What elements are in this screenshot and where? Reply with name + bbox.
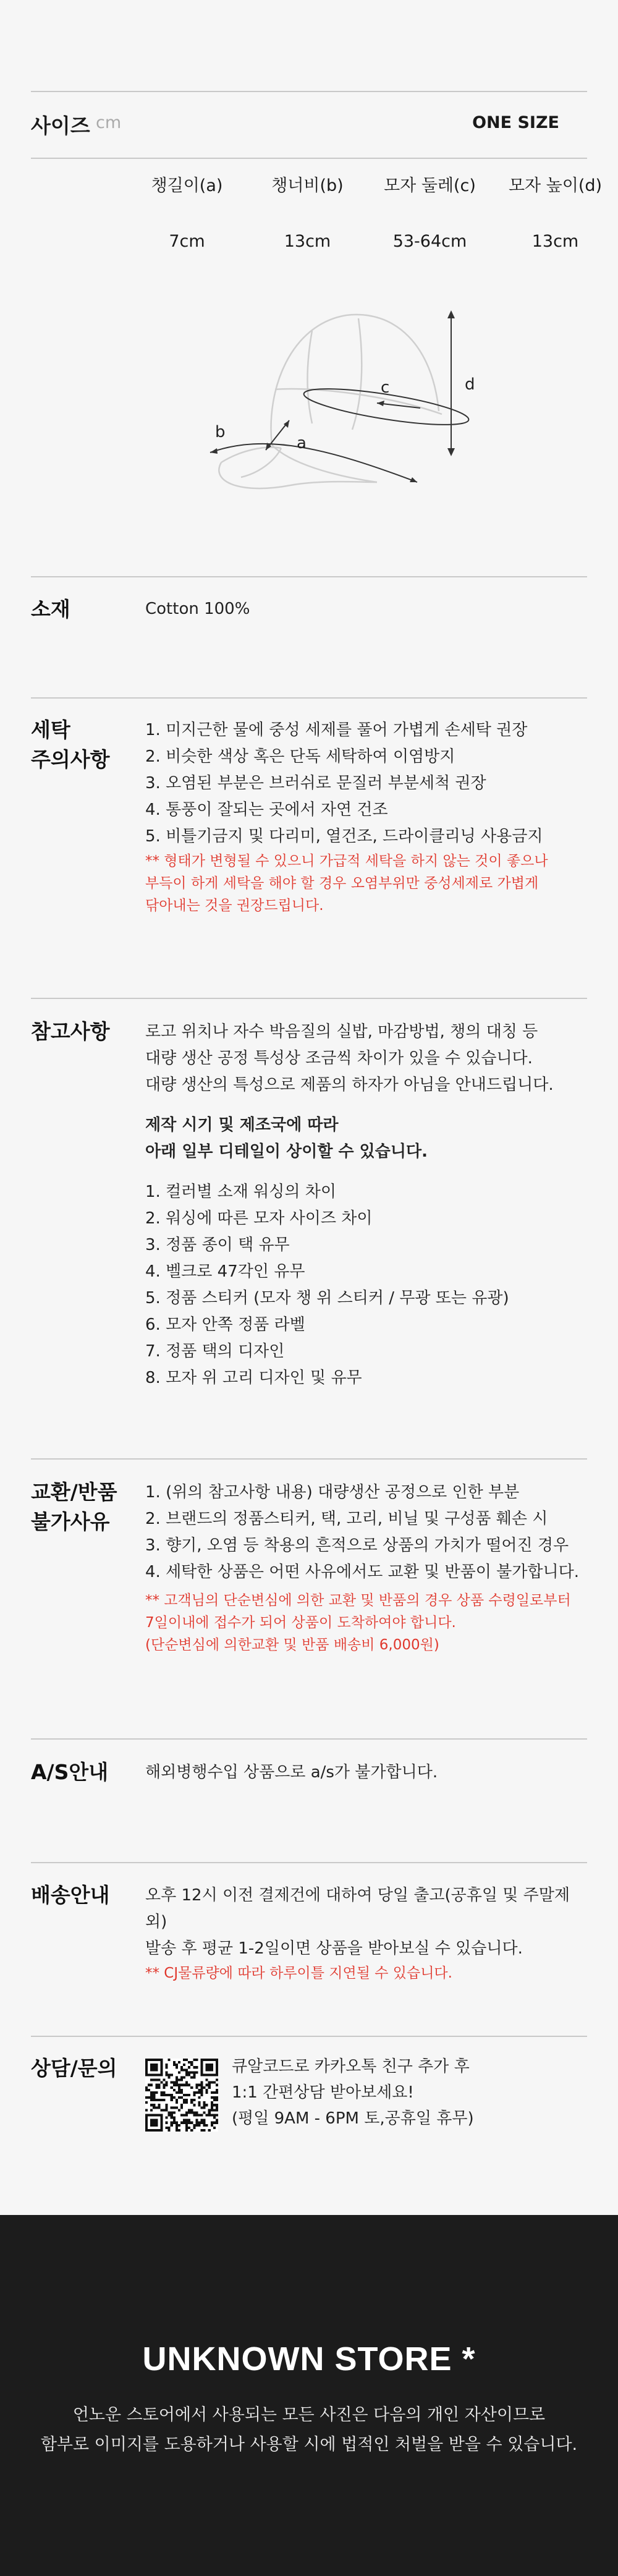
reference-intro-line: 로고 위치나 자수 박음질의 실밥, 마감방법, 챙의 대칭 등 xyxy=(145,1022,538,1041)
list-item: 2. 비슷한 색상 혹은 단독 세탁하여 이염방지 xyxy=(145,747,455,766)
list-item: 1. 컬러별 소재 워싱의 차이 xyxy=(145,1183,337,1201)
size-value-cell: 13cm xyxy=(531,232,579,251)
divider xyxy=(31,158,587,159)
size-value-cell: 13cm xyxy=(284,232,331,251)
size-col-brim-width xyxy=(253,175,362,253)
size-value-cell: 7cm xyxy=(169,232,205,251)
washing-title-line: 세탁 xyxy=(31,718,70,742)
kakao-qr-code[interactable] xyxy=(145,2059,218,2132)
divider xyxy=(31,998,587,999)
list-item: 4. 벨크로 47각인 유무 xyxy=(145,1262,305,1281)
divider xyxy=(31,576,587,577)
list-item: 4. 세탁한 상품은 어떤 사유에서도 교환 및 반품이 불가합니다. xyxy=(145,1563,579,1581)
size-value-cell: 53-64cm xyxy=(392,232,467,251)
divider xyxy=(31,91,587,92)
arrow-head xyxy=(447,310,455,318)
size-col-brim-length xyxy=(133,175,241,253)
size-col-circumference xyxy=(376,175,484,253)
list-item: 7. 정품 택의 디자인 xyxy=(145,1342,285,1361)
notice-line: 언노운 스토어에서 사용되는 모든 사진은 다음의 개인 자산이므로 xyxy=(72,2405,546,2425)
washing-note xyxy=(145,850,548,917)
as-title: A/S안내 xyxy=(31,1760,109,1784)
note-line: ** 형태가 변형될 수 있으니 가급적 세탁을 하지 않는 것이 좋으나 xyxy=(145,853,548,869)
list-item: 3. 향기, 오염 등 착용의 흔적으로 상품의 가치가 떨어진 경우 xyxy=(145,1536,569,1555)
diagram-label-d: d xyxy=(465,375,475,394)
diagram-label-b: b xyxy=(215,423,226,441)
washing-title xyxy=(31,715,110,775)
arrow-head xyxy=(377,401,384,406)
brand-logo: UNKNOWN STORE * xyxy=(142,2340,476,2378)
reference-intro-line: 대량 생산의 특성으로 제품의 하자가 아님을 안내드립니다. xyxy=(145,1076,554,1094)
size-label: 챙길이(a) xyxy=(151,176,223,195)
reference-bold-line: 아래 일부 디테일이 상이할 수 있습니다. xyxy=(145,1142,428,1161)
cap-outline xyxy=(219,315,442,488)
divider xyxy=(31,1862,587,1863)
size-label: 모자 둘레(c) xyxy=(384,176,476,195)
notice-line: 함부로 이미지를 도용하거나 사용할 시에 법적인 처벌을 받을 수 있습니다. xyxy=(40,2435,578,2454)
size-label: 챙너비(b) xyxy=(271,176,344,195)
contact-line: (평일 9AM - 6PM 토,공휴일 휴무) xyxy=(232,2109,474,2128)
material-title: 소재 xyxy=(31,597,70,621)
divider xyxy=(31,2036,587,2037)
exchange-title-line: 불가사유 xyxy=(31,1509,110,1534)
list-item: 1. 미지근한 물에 중성 세제를 풀어 가볍게 손세탁 권장 xyxy=(145,721,528,739)
footer xyxy=(0,2215,618,2576)
washing-list xyxy=(145,717,548,850)
list-item: 3. 오염된 부분은 브러쉬로 문질러 부분세척 권장 xyxy=(145,774,486,793)
reference-title: 참고사항 xyxy=(31,1019,110,1044)
diagram-label-c: c xyxy=(381,378,390,397)
divider xyxy=(31,1458,587,1460)
list-item: 4. 통풍이 잘되는 곳에서 자연 건조 xyxy=(145,801,388,819)
contact-title: 상담/문의 xyxy=(31,2056,117,2080)
material-value: Cotton 100% xyxy=(145,600,250,618)
reference-bold-line: 제작 시기 및 제조국에 따라 xyxy=(145,1116,339,1134)
note-line: 7일이내에 접수가 되어 상품이 도착하여야 합니다. xyxy=(145,1615,456,1631)
diagram-label-a: a xyxy=(297,434,307,453)
contact-line: 큐알코드로 카카오톡 친구 추가 후 xyxy=(232,2057,470,2076)
delivery-line: 발송 후 평균 1-2일이면 상품을 받아보실 수 있습니다. xyxy=(145,1939,523,1958)
delivery-body xyxy=(145,1882,587,1984)
list-item: 5. 정품 스티커 (모자 챙 위 스티커 / 무광 또는 유광) xyxy=(145,1289,509,1307)
list-item: 3. 정품 종이 택 유무 xyxy=(145,1236,290,1254)
note-line: (단순변심에 의한교환 및 반품 배송비 6,000원) xyxy=(145,1637,439,1653)
size-title: 사이즈 xyxy=(31,114,90,138)
reference-list xyxy=(145,1179,554,1392)
size-col-height xyxy=(501,175,609,253)
list-item: 8. 모자 위 고리 디자인 및 유무 xyxy=(145,1369,362,1387)
arrow-head xyxy=(210,448,218,454)
contact-line: 1:1 간편상담 받아보세요! xyxy=(232,2083,414,2102)
contact-body xyxy=(232,2054,474,2132)
copyright-notice xyxy=(0,2400,618,2460)
exchange-body xyxy=(145,1479,579,1656)
list-item: 2. 워싱에 따른 모자 사이즈 차이 xyxy=(145,1209,373,1228)
delivery-note: ** CJ물류량에 따라 하루이틀 지연될 수 있습니다. xyxy=(145,1965,452,1981)
list-item: 5. 비틀기금지 및 다리미, 열건조, 드라이클리닝 사용금지 xyxy=(145,827,543,846)
exchange-title-line: 교환/반품 xyxy=(31,1480,117,1504)
delivery-title: 배송안내 xyxy=(31,1883,110,1907)
divider xyxy=(31,1738,587,1740)
as-text: 해외병행수입 상품으로 a/s가 불가합니다. xyxy=(145,1763,438,1782)
list-item: 6. 모자 안쪽 정품 라벨 xyxy=(145,1316,305,1334)
arrow-head xyxy=(447,448,455,456)
list-item: 2. 브랜드의 정품스티커, 택, 고리, 비닐 및 구성품 훼손 시 xyxy=(145,1510,548,1528)
note-line: ** 고객님의 단순변심에 의한 교환 및 반품의 경우 상품 수령일로부터 xyxy=(145,1592,571,1609)
size-unit: cm xyxy=(96,113,122,132)
note-line: 닦아내는 것을 권장드립니다. xyxy=(145,898,324,914)
size-label: 모자 높이(d) xyxy=(508,176,603,195)
divider xyxy=(31,697,587,699)
size-value: ONE SIZE xyxy=(472,113,559,132)
washing-body xyxy=(145,717,548,917)
cap-size-diagram xyxy=(173,297,475,501)
list-item: 1. (위의 참고사항 내용) 대량생산 공정으로 인한 부분 xyxy=(145,1483,520,1502)
exchange-title xyxy=(31,1477,117,1537)
exchange-note xyxy=(145,1589,579,1656)
note-line: 부득이 하게 세탁을 해야 할 경우 오염부위만 중성세제로 가볍게 xyxy=(145,875,539,891)
washing-title-line: 주의사항 xyxy=(31,747,110,772)
delivery-line: 오후 12시 이전 결제건에 대하여 당일 출고(공휴일 및 주말제외) xyxy=(145,1886,570,1931)
exchange-list xyxy=(145,1479,579,1586)
reference-body xyxy=(145,1019,554,1392)
reference-intro-line: 대량 생산 공정 특성상 조금씩 차이가 있을 수 있습니다. xyxy=(145,1049,533,1068)
